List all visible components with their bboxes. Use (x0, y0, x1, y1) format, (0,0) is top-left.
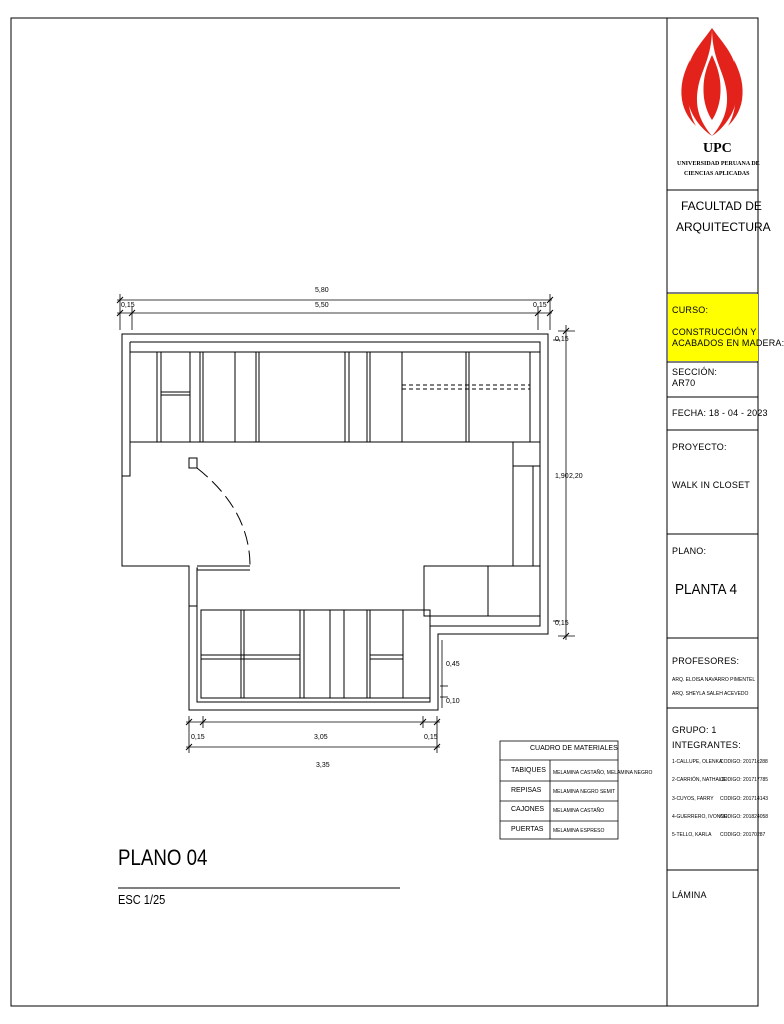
dim-wall-right: 0,15 (533, 302, 547, 309)
dim-step-height: 0,45 (446, 661, 460, 668)
outer-wall (122, 334, 548, 710)
dimension-ticks (117, 297, 569, 750)
university-line1: UNIVERSIDAD PERUANA DE (677, 161, 760, 167)
dim-total-width: 5,80 (315, 287, 329, 294)
logo-text: UPC (703, 141, 732, 156)
curso-line2: ACABADOS EN MADERA: (672, 338, 784, 348)
material-item-repisas: REPISAS (511, 787, 542, 794)
university-line2: CIENCIAS APLICADAS (684, 171, 750, 177)
floor-plan (122, 334, 548, 710)
dim-step-small: 0,10 (446, 698, 460, 705)
member-5-code: CODIGO: 20170287 (720, 832, 766, 838)
profesores-label: PROFESORES: (672, 656, 740, 666)
titleblock-grid (667, 190, 758, 870)
material-value-puertas: MELAMINA ESPRESO (553, 828, 605, 834)
plan-scale: ESC 1/25 (118, 892, 166, 907)
material-item-puertas: PUERTAS (511, 826, 544, 833)
dim-bottom-total: 3,35 (316, 762, 330, 769)
material-value-cajones: MELAMINA CASTAÑO (553, 808, 605, 814)
dim-wall-left: 0,15 (121, 302, 135, 309)
curso-label: CURSO: (672, 305, 709, 315)
seccion-value: AR70 (672, 378, 696, 388)
material-item-cajones: CAJONES (511, 806, 545, 813)
profesor-2: ARQ. SHEYLA SALEH ACEVEDO (672, 691, 749, 697)
materials-header: CUADRO DE MATERIALES (530, 745, 618, 752)
dim-height-total: 2,20 (569, 473, 583, 480)
member-1-code: CODIGO: 20171c288 (720, 759, 768, 765)
member-4-code: CODIGO: 201824058 (720, 814, 769, 820)
upc-logo (681, 28, 742, 136)
dimension-lines (117, 294, 575, 753)
dim-bottom-wall-right: 0,15 (424, 734, 438, 741)
proyecto-value: WALK IN CLOSET (672, 480, 750, 490)
material-value-tabiques: MELAMINA CASTAÑO, MELAMINA NEGRO (553, 770, 653, 776)
faculty-line2: ARQUITECTURA (676, 220, 771, 234)
plano-label: PLANO: (672, 546, 707, 556)
dim-bottom-inner: 3,05 (314, 734, 328, 741)
door-swing (197, 468, 250, 566)
fecha: FECHA: 18 - 04 - 2023 (672, 408, 768, 418)
dim-height-inner: 1,90 (555, 473, 569, 480)
plan-title: PLANO 04 (118, 845, 208, 870)
member-5-name: 5-TELLO, KARLA (672, 832, 712, 838)
member-2-code: CODIGO: 201717785 (720, 777, 769, 783)
dim-wall-top-right: 0,15 (555, 336, 569, 343)
material-item-tabiques: TABIQUES (511, 767, 546, 774)
lamina-label: LÁMINA (672, 890, 707, 900)
member-1-name: 1-CALLUPE, OLENKA (672, 759, 723, 765)
dim-inner-width: 5,50 (315, 302, 329, 309)
grupo: GRUPO: 1 (672, 725, 717, 735)
member-4-name: 4-GUERRERO, IVONNE (672, 814, 728, 820)
curso-line1: CONSTRUCCIÓN Y (672, 327, 757, 337)
member-2-name: 2-CARRIÓN, NATHALIE (672, 777, 727, 783)
member-3-name: 3-CUYOS, FARRY (672, 796, 714, 802)
inner-wall (130, 342, 540, 702)
material-value-repisas: MELAMINA NEGRO SEMIT (553, 789, 616, 795)
proyecto-label: PROYECTO: (672, 442, 727, 452)
profesor-1: ARQ. ELOISA NAVARRO PIMENTEL (672, 677, 756, 683)
integrantes-label: INTEGRANTES: (672, 740, 741, 750)
faculty-line1: FACULTAD DE (681, 199, 762, 213)
dim-wall-bottom-right: 0,15 (555, 620, 569, 627)
seccion-label: SECCIÓN: (672, 367, 718, 377)
member-3-code: CODIGO: 201714143 (720, 796, 769, 802)
plano-value: PLANTA 4 (675, 581, 738, 598)
dim-bottom-wall-left: 0,15 (191, 734, 205, 741)
